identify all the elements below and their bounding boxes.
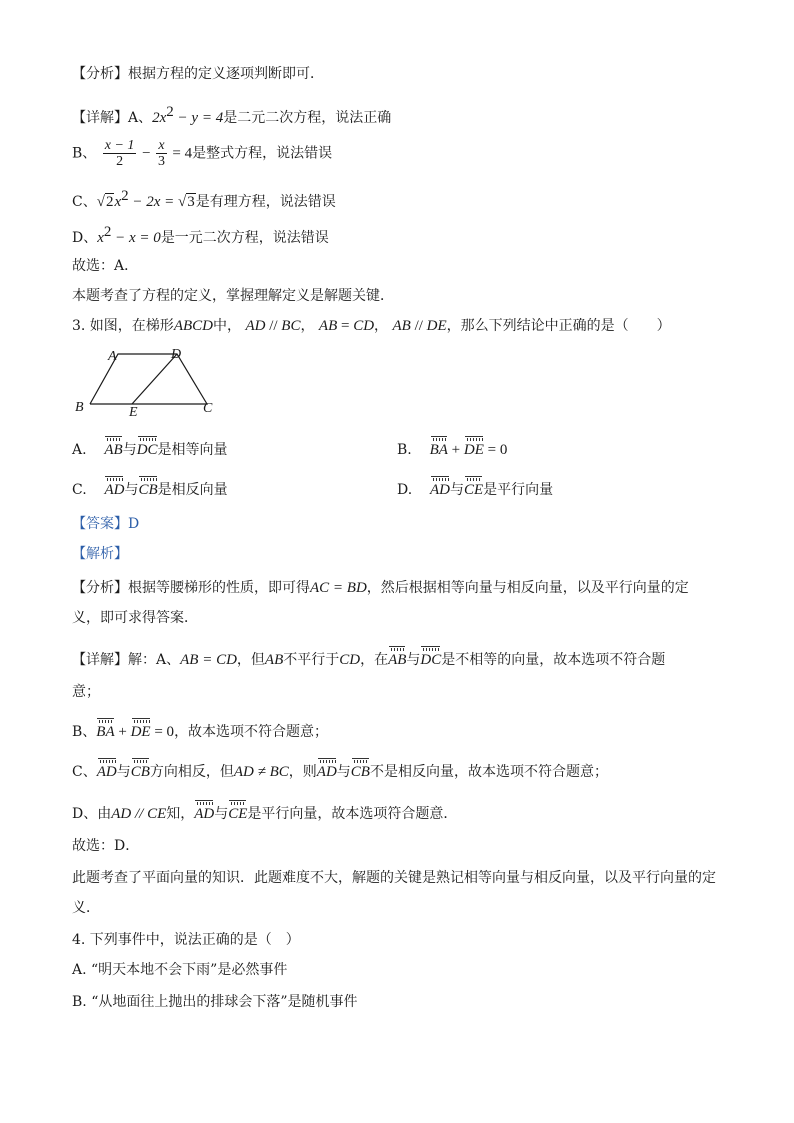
sqrt: √2 [96, 194, 114, 210]
analysis-3-line-1: 【分析】根据等腰梯形的性质，即可得AC = BD，然后根据相等向量与相反向量，以及平行向量的定 [72, 580, 689, 596]
detail-d-line: D、$x^2 - x = 0$是一元二次方程，说法错误 [72, 224, 329, 246]
question-3-stem: 3. 如图，在梯形ABCD中， AD // BC， AB = CD， AB // DE，那么下列结论中正确的是（ ） [72, 318, 671, 334]
jiexi-line: 【解析】 [72, 546, 128, 562]
detail-3d-line: D、由AD // CE知，AD与CE是平行向量，故本选项符合题意． [72, 798, 457, 824]
label-D: D [171, 347, 182, 362]
detail-3a-cont: 意； [72, 684, 100, 700]
question-4-option-b: B. “从地面往上抛出的排球会下落”是随机事件 [72, 994, 358, 1010]
detail-3b-line: B、BA + DE = 0，故本选项不符合题意； [72, 716, 328, 742]
option-b: B. BA + DE = 0 [397, 434, 507, 460]
detail-a-line: 【详解】A、$2x^2 - y = 4$是二元二次方程，说法正确 [72, 104, 392, 126]
summary-line: 本题考查了方程的定义，掌握理解定义是解题关键． [72, 288, 394, 304]
detail-b-line: B、 $\frac{x - 1}{2}$ − $\frac{x}{3}$ = 4是整式方程，说法错误 [72, 138, 333, 169]
choose-3-line: 故选：D． [72, 838, 140, 854]
question-4-option-a: A. “明天本地不会下雨”是必然事件 [72, 962, 288, 978]
fraction: $\frac{x}{3}$ [158, 138, 165, 169]
detail-3a-line: 【详解】解：A、AB = CD，但AB不平行于CD，在AB与DC是不相等的向量，故本选项不符合题 [72, 644, 665, 670]
trapezoid-figure [72, 344, 232, 420]
detail-3c-line: C、AD与CB方向相反，但AD ≠ BC，则AD与CB不是相反向量，故本选项不符合题意； [72, 756, 608, 782]
label-A: A [108, 349, 117, 364]
option-d: D. AD与CE是平行向量 [397, 474, 553, 500]
sqrt: √3 [178, 194, 195, 210]
label-E: E [129, 405, 138, 420]
fraction: $\frac{x - 1}{2}$ [104, 138, 135, 169]
label-B: B [75, 400, 84, 415]
analysis-line: 【分析】根据方程的定义逐项判断即可． [72, 66, 324, 82]
summary-3-line-2: 义． [72, 900, 100, 916]
analysis-3-line-2: 义，即可求得答案． [72, 610, 198, 626]
option-a: A. AB与DC是相等向量 [72, 434, 228, 460]
question-4-stem: 4. 下列事件中，说法正确的是（ ） [72, 932, 300, 948]
detail-c-line: C、$√2x^2 - 2x = √3$是有理方程，说法错误 [72, 188, 336, 210]
choose-line: 故选：A． [72, 258, 139, 274]
summary-3-line-1: 此题考查了平面向量的知识．此题难度不大，解题的关键是熟记相等向量与相反向量，以及平行向量的定 [72, 870, 716, 886]
answer-line: 【答案】D [72, 516, 140, 532]
label-C: C [203, 401, 213, 416]
option-c: C. AD与CB是相反向量 [72, 474, 228, 500]
